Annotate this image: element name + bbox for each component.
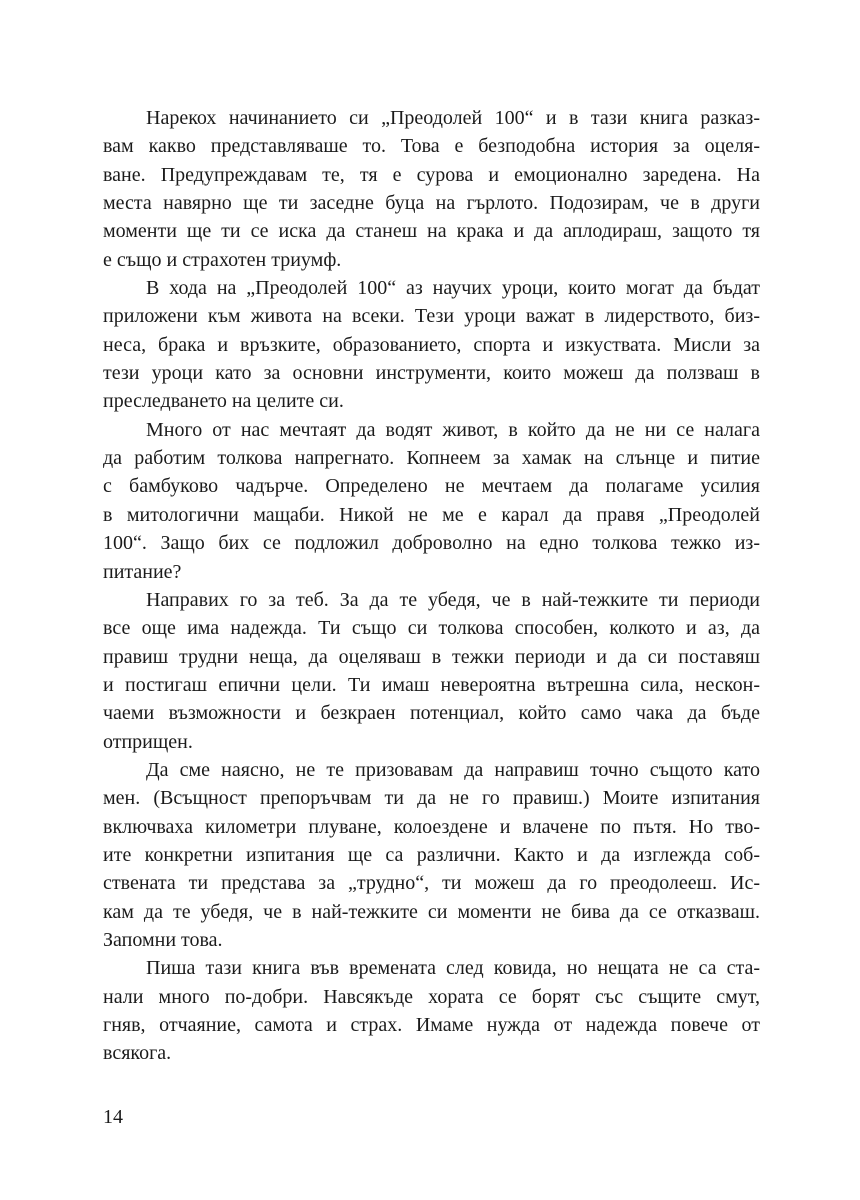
text-line: вам какво представляваше то. Това е безподобна история за оцеля- bbox=[103, 135, 760, 158]
text-line: ствената ти представа за „трудно“, ти можеш да го преодолееш. Ис- bbox=[103, 872, 760, 895]
text-line: нали много по-добри. Навсякъде хората се борят със същите смут, bbox=[103, 985, 760, 1008]
text-line: отприщен. bbox=[103, 730, 193, 753]
paragraph bbox=[103, 954, 760, 1067]
text-line: чаеми възможности и безкраен потенциал, който само чака да бъде bbox=[103, 702, 760, 725]
paragraph bbox=[103, 586, 760, 756]
text-line: правиш трудни неща, да оцеляваш в тежки периоди и да си поставяш bbox=[103, 645, 760, 668]
text-line: Направих го за теб. За да те убедя, че в най-тежките ти периоди bbox=[146, 588, 760, 611]
text-line: да работим толкова напрегнато. Копнеем за хамак на слънце и питие bbox=[103, 447, 760, 470]
text-line: Много от нас мечтаят да водят живот, в който да не ни се налага bbox=[146, 418, 760, 441]
text-line: мен. (Всъщност препоръчвам ти да не го правиш.) Моите изпитания bbox=[103, 787, 760, 810]
text-line: приложени към живота на всеки. Тези уроци важат в лидерството, биз- bbox=[103, 305, 760, 328]
text-line: с бамбуково чадърче. Определено не мечтаем да полагаме усилия bbox=[103, 475, 760, 498]
text-line: ите конкретни изпитания ще са различни. Както и да изглежда соб- bbox=[103, 843, 760, 866]
page-number: 14 bbox=[103, 1106, 123, 1128]
text-line: гняв, отчаяние, самота и страх. Имаме нужда от надежда повече от bbox=[103, 1014, 760, 1036]
text-line: питание? bbox=[103, 560, 182, 583]
text-line: Да сме наясно, не те призовавам да направиш точно същото като bbox=[146, 758, 760, 781]
text-line: тези уроци като за основни инструменти, които можеш да ползваш в bbox=[103, 362, 760, 385]
text-line: Нарекох начинанието си „Преодолей 100“ и в тази книга разказ- bbox=[146, 107, 760, 129]
text-line: и постигаш епични цели. Ти имаш невероятна вътрешна сила, нескон- bbox=[103, 673, 760, 696]
text-line: всякога. bbox=[103, 1042, 172, 1065]
text-line: включваха километри плуване, колоездене и влачене по пътя. Но тво- bbox=[103, 815, 760, 838]
text-line: все още има надежда. Ти също си толкова способен, колкото и аз, да bbox=[103, 617, 760, 640]
text-line: 100“. Защо бих се подложил доброволно на едно толкова тежко из- bbox=[103, 532, 760, 555]
paragraph bbox=[103, 104, 760, 274]
paragraph bbox=[103, 416, 760, 586]
text-line: кам да те убедя, че в най-тежките си моменти не бива да се отказваш. bbox=[103, 900, 760, 923]
text-line: ване. Предупреждавам те, тя е сурова и емоционално заредена. На bbox=[103, 163, 760, 186]
text-line: в митологични мащаби. Никой не ме е карал да правя „Преодолей bbox=[103, 503, 760, 526]
body-text bbox=[103, 104, 760, 1068]
text-line: моменти ще ти се иска да станеш на крака и да аплодираш, защото тя bbox=[103, 220, 760, 243]
text-line: е също и страхотен триумф. bbox=[103, 248, 342, 271]
text-line: В хода на „Преодолей 100“ аз научих уроци, които могат да бъдат bbox=[146, 277, 760, 300]
text-line: преследването на целите си. bbox=[103, 390, 344, 413]
paragraph bbox=[103, 274, 760, 416]
text-line: места навярно ще ти заседне буца на гърлото. Подозирам, че в други bbox=[103, 192, 760, 215]
paragraph bbox=[103, 756, 760, 954]
text-line: неса, брака и връзките, образованието, спорта и изкуствата. Мисли за bbox=[103, 333, 760, 356]
text-line: Пиша тази книга във времената след ковида, но нещата не са ста- bbox=[146, 957, 760, 980]
text-line: Запомни това. bbox=[103, 928, 223, 951]
